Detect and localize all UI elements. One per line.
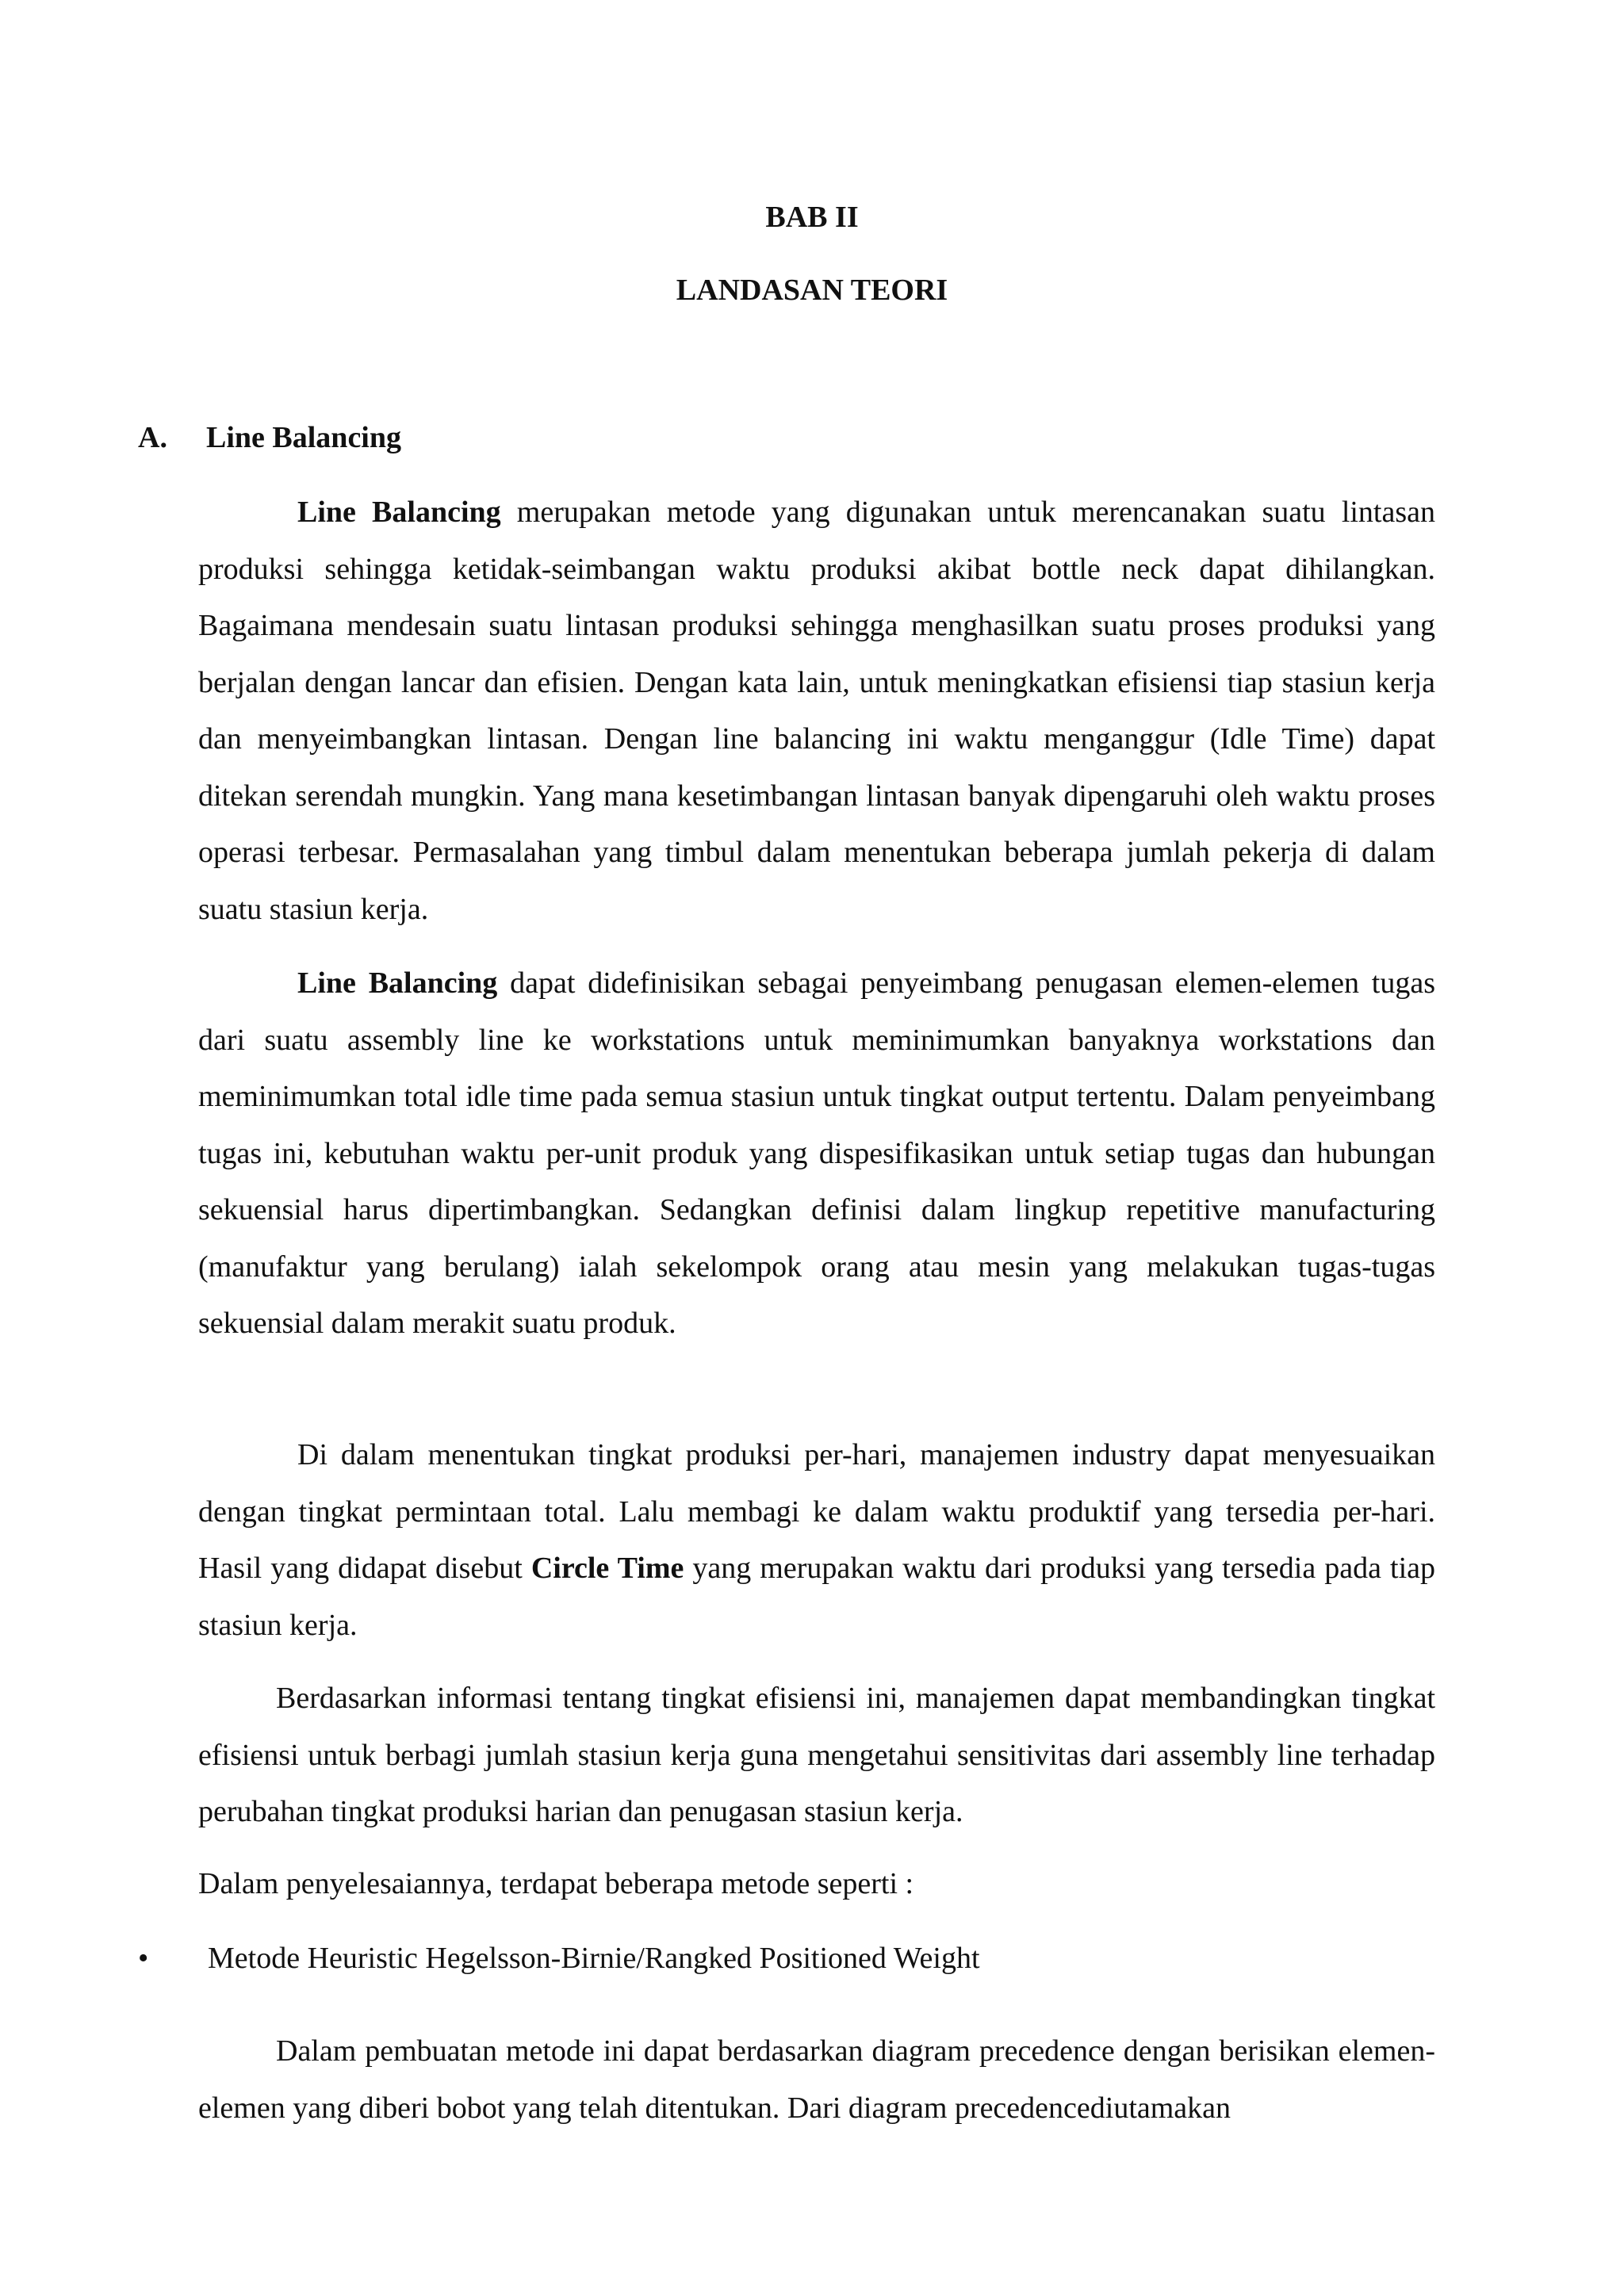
section-heading xyxy=(138,420,401,455)
paragraph-line-balancing-assembly xyxy=(198,955,1435,1353)
bullet-icon: • xyxy=(138,1942,149,1975)
paragraph-efficiency xyxy=(198,1670,1435,1841)
bullet-list-item xyxy=(138,1941,980,1976)
paragraph-text: Dalam penyelesaiannya, terdapat beberapa metode seperti : xyxy=(198,1867,914,1900)
paragraph-circle-time xyxy=(198,1427,1435,1654)
paragraph-line-balancing-definition xyxy=(198,484,1435,938)
paragraph-text: yang merupakan waktu dari produksi yang tersedia pada tiap stasiun kerja. xyxy=(198,1552,1435,1642)
paragraph-precedence-diagram xyxy=(198,2023,1435,2137)
paragraph-text: Dalam pembuatan metode ini dapat berdasarkan diagram precedence dengan berisikan elemen-elemen yang diberi bobot yang telah ditentukan. Dari diagram precedencediutamakan xyxy=(198,2034,1435,2125)
section-title-text: Line Balancing xyxy=(206,421,401,454)
bold-term: Line Balancing xyxy=(297,966,498,1000)
paragraph-text: Berdasarkan informasi tentang tingkat efisiensi ini, manajemen dapat membandingkan tingkat efisiensi untuk berbagi jumlah stasiun kerja guna mengetahui sensitivitas dari assembly line terhadap perubahan tingkat produksi harian dan penugasan stasiun kerja. xyxy=(198,1682,1435,1828)
chapter-title: LANDASAN TEORI xyxy=(676,274,948,307)
bullet-text: Metode Heuristic Hegelsson-Birnie/Rangked Positioned Weight xyxy=(208,1942,980,1975)
paragraph-text: Di dalam menentukan tingkat produksi per-hari, manajemen industry dapat menyesuaikan dengan tingkat permintaan total. Lalu membagi ke dalam waktu produktif yang tersedia per-hari. Hasil yang didapat disebut xyxy=(198,1438,1435,1585)
paragraph-methods-intro xyxy=(198,1856,1435,1913)
section-letter: A. xyxy=(138,421,167,454)
chapter-number: BAB II xyxy=(765,201,859,234)
bold-term: Circle Time xyxy=(530,1552,684,1585)
bold-term: Line Balancing xyxy=(297,496,501,529)
paragraph-text: dapat didefinisikan sebagai penyeimbang penugasan elemen-elemen tugas dari suatu assembly line ke workstations untuk meminimumkan banyaknya workstations dan meminimumkan total idle time pada semua stasiun untuk tingkat output tertentu. Dalam penyeimbang tugas ini, kebutuhan waktu per-unit produk yang dispesifikasikan untuk setiap tugas dan hubungan sekuensial harus dipertimbangkan. Sedangkan definisi dalam lingkup repetitive manufacturing (manufaktur yang berulang) ialah sekelompok orang atau mesin yang melakukan tugas-tugas sekuensial dalam merakit suatu produk. xyxy=(198,966,1435,1340)
paragraph-text: merupakan metode yang digunakan untuk merencanakan suatu lintasan produksi sehingga ketidak-seimbangan waktu produksi akibat bottle neck dapat dihilangkan. Bagaimana mendesain suatu lintasan produksi sehingga menghasilkan suatu proses produksi yang berjalan dengan lancar dan efisien. Dengan kata lain, untuk meningkatkan efisiensi tiap stasiun kerja dan menyeimbangkan lintasan. Dengan line balancing ini waktu menganggur (Idle Time) dapat ditekan serendah mungkin. Yang mana kesetimbangan lintasan banyak dipengaruhi oleh waktu proses operasi terbesar. Permasalahan yang timbul dalam menentukan beberapa jumlah pekerja di dalam suatu stasiun kerja. xyxy=(198,496,1436,926)
